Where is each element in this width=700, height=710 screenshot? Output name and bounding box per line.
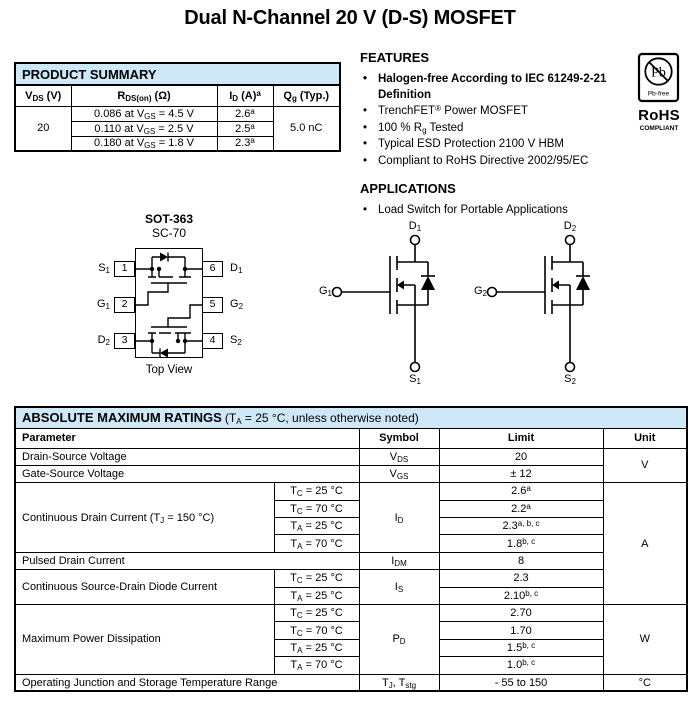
source-label: $S_1$ — [409, 373, 421, 386]
condition-cell: $T_A = 70$ °C — [274, 535, 359, 552]
limit-cell: 1.8$^{b, c}$ — [439, 535, 603, 552]
col-header-vds: $V_{DS}$ (V) — [15, 85, 71, 106]
limit-cell: 2.2$^a$ — [439, 500, 603, 517]
feature-text: Typical ESD Protection 2100 V HBM — [378, 138, 564, 150]
pb-free-icon — [637, 52, 681, 104]
param-cell: Operating Junction and Storage Temperature Range — [15, 674, 359, 691]
col-header-unit: Unit — [603, 428, 687, 448]
limit-cell: - 55 to 150 — [439, 674, 603, 691]
applications-heading: APPLICATIONS — [360, 181, 456, 196]
package-variant: SC-70 — [151, 226, 186, 240]
pin-label-d1: $D_1$ — [230, 262, 243, 275]
bullet-icon: • — [363, 105, 368, 117]
pin-label-g1: $G_1$ — [96, 298, 110, 311]
table-row — [15, 448, 687, 465]
condition-cell: $T_A = 25$ °C — [274, 639, 359, 656]
unit-cell: V — [603, 448, 687, 483]
symbol-cell: $V_{DS}$ — [359, 448, 439, 465]
pin-label-s1: $S_1$ — [98, 262, 110, 275]
symbol-cell: $I_{DM}$ — [359, 552, 439, 569]
rdson-value: 0.180 at $V_{GS} = 1.8$ V — [71, 136, 217, 151]
gate-label: $G_2$ — [473, 285, 487, 298]
absolute-maximum-ratings-table — [14, 406, 688, 692]
page-title: Dual N-Channel 20 V (D-S) MOSFET — [184, 7, 516, 29]
pb-label: Pb — [651, 65, 666, 81]
param-cell: Drain-Source Voltage — [15, 448, 359, 465]
list-item — [360, 72, 632, 103]
limit-cell: 1.0$^{b, c}$ — [439, 657, 603, 674]
list-item — [360, 154, 632, 170]
pin-3: 3 — [114, 333, 135, 349]
rdson-value: 0.110 at $V_{GS} = 2.5$ V — [71, 121, 217, 136]
feature-text: Compliant to RoHS Directive 2002/95/EC — [378, 154, 589, 167]
package-caption: Top View — [145, 364, 193, 376]
table-row — [15, 605, 687, 622]
condition-cell: $T_C = 70$ °C — [274, 622, 359, 639]
param-cell: Continuous Drain Current ($T_J = 150$ °C) — [15, 483, 274, 553]
feature-text: 100 % $R_g$ Tested — [378, 121, 464, 135]
rohs-badge — [630, 52, 688, 132]
limit-cell: 2.70 — [439, 605, 603, 622]
symbol-cell: $V_{GS}$ — [359, 465, 439, 482]
application-text: Load Switch for Portable Applications — [378, 204, 568, 216]
amr-title: ABSOLUTE MAXIMUM RATINGS — [22, 410, 222, 426]
rohs-label: RoHS — [638, 107, 680, 124]
package-outline — [135, 248, 203, 358]
gate-label: $G_1$ — [318, 285, 332, 298]
col-header-rdson: $R_{DS(on)}$ (Ω) — [71, 85, 217, 106]
id-value: 2.3$^a$ — [217, 136, 273, 151]
bullet-icon: • — [363, 138, 368, 150]
param-cell: Pulsed Drain Current — [15, 552, 359, 569]
limit-cell: 2.10$^{b, c}$ — [439, 587, 603, 604]
pb-free-label: Pb-free — [647, 90, 670, 98]
rdson-value: 0.086 at $V_{GS} = 4.5$ V — [71, 106, 217, 121]
table-row — [15, 483, 687, 500]
bullet-icon: • — [363, 204, 368, 216]
condition-cell: $T_A = 70$ °C — [274, 657, 359, 674]
table-row — [15, 570, 687, 587]
package-diagram — [78, 212, 263, 392]
amr-title-bar — [15, 407, 687, 428]
features-list — [360, 72, 632, 169]
limit-cell: 1.5$^{b, c}$ — [439, 639, 603, 656]
col-header-symbol: Symbol — [359, 428, 439, 448]
limit-cell: 2.6$^a$ — [439, 483, 603, 500]
amr-title-note: ($T_A = 25$ °C, unless otherwise noted) — [224, 411, 419, 427]
pin-label-d2: $D_2$ — [97, 334, 110, 347]
vds-value: 20 — [15, 106, 71, 151]
bullet-icon: • — [363, 121, 368, 134]
symbol-cell: $I_S$ — [359, 570, 439, 605]
limit-cell: 1.70 — [439, 622, 603, 639]
col-header-limit: Limit — [439, 428, 603, 448]
mosfet-symbol-2 — [475, 218, 605, 388]
symbol-cell: $T_J$, $T_{stg}$ — [359, 674, 439, 691]
list-item — [360, 121, 632, 137]
id-value: 2.5$^a$ — [217, 121, 273, 136]
feature-text: Halogen-free According to IEC 61249-2-21 Definition — [378, 73, 607, 101]
condition-cell: $T_C = 25$ °C — [274, 605, 359, 622]
pin-4: 4 — [202, 333, 223, 349]
rohs-compliant-label: COMPLIANT — [639, 125, 679, 132]
table-row — [15, 465, 687, 482]
drain-label: $D_2$ — [563, 220, 577, 233]
condition-cell: $T_C = 25$ °C — [274, 483, 359, 500]
mosfet-schematic-icon — [320, 218, 450, 388]
condition-cell: $T_C = 25$ °C — [274, 570, 359, 587]
features-heading: FEATURES — [360, 50, 430, 65]
applications-list — [360, 203, 632, 219]
condition-cell: $T_C = 70$ °C — [274, 500, 359, 517]
table-row — [15, 552, 687, 569]
limit-cell: 20 — [439, 448, 603, 465]
pin-label-g2: $G_2$ — [230, 298, 244, 311]
table-row — [15, 106, 340, 121]
feature-text: TrenchFET® Power MOSFET — [378, 104, 528, 117]
col-header-id: $I_D$ $(A)^a$ — [217, 85, 273, 106]
list-item — [360, 104, 632, 120]
id-value: 2.6$^a$ — [217, 106, 273, 121]
mosfet-symbol-1 — [320, 218, 450, 388]
limit-cell: 8 — [439, 552, 603, 569]
param-cell: Continuous Source-Drain Diode Current — [15, 570, 274, 605]
pin-6: 6 — [202, 261, 223, 277]
param-cell: Gate-Source Voltage — [15, 465, 359, 482]
mosfet-schematic-icon — [475, 218, 605, 388]
drain-label: $D_1$ — [408, 220, 422, 233]
limit-cell: ± 12 — [439, 465, 603, 482]
symbol-cell: $I_D$ — [359, 483, 439, 553]
bullet-icon: • — [363, 154, 368, 167]
list-item — [360, 203, 632, 219]
bullet-icon: • — [363, 73, 368, 85]
list-item — [360, 137, 632, 153]
condition-cell: $T_A = 25$ °C — [274, 587, 359, 604]
limit-cell: 2.3 — [439, 570, 603, 587]
unit-cell: W — [603, 605, 687, 675]
unit-cell: A — [603, 483, 687, 605]
condition-cell: $T_A = 25$ °C — [274, 518, 359, 535]
source-label: $S_2$ — [564, 373, 576, 386]
features-section — [360, 50, 632, 220]
package-name: SOT-363 — [144, 212, 194, 226]
pin-label-s2: $S_2$ — [230, 334, 242, 347]
qg-value: 5.0 nC — [273, 106, 340, 151]
col-header-qg: $Q_g$ (Typ.) — [273, 85, 340, 106]
col-header-parameter: Parameter — [15, 428, 359, 448]
unit-cell: °C — [603, 674, 687, 691]
table-row — [15, 674, 687, 691]
symbol-cell: $P_D$ — [359, 605, 439, 675]
package-internal-schematic — [135, 248, 203, 358]
pin-2: 2 — [114, 297, 135, 313]
product-summary-table — [14, 62, 341, 152]
param-cell: Maximum Power Dissipation — [15, 605, 274, 675]
pin-1: 1 — [114, 261, 135, 277]
product-summary-title: PRODUCT SUMMARY — [15, 63, 340, 85]
pin-5: 5 — [202, 297, 223, 313]
limit-cell: 2.3$^{a, b, c}$ — [439, 518, 603, 535]
